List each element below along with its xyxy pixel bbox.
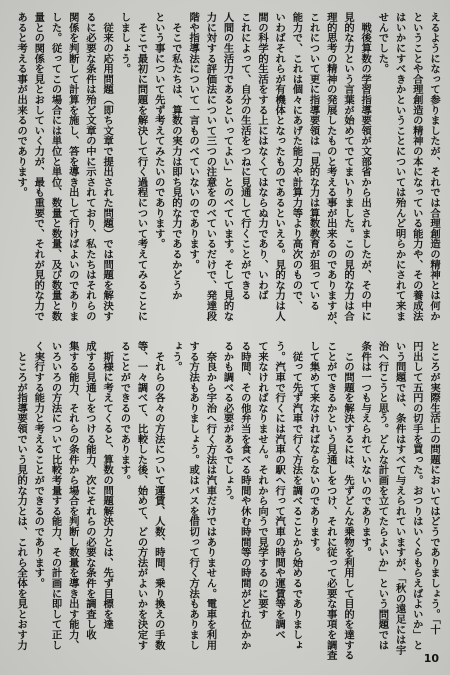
text-column: それらの各々の方法について運賃、人数、時間、乗り換えの手数 [152,341,165,650]
text-column: これについて更に指導要領は「見的な力は算数教育が狙っている [307,12,320,311]
text-column: 奈良から宇治へ行く方法は汽車だけではありません。電車を利用 [204,341,217,650]
text-column: そこで私たちは、算数の実力は即ち見的な力であるかどうか [169,12,182,301]
text-column: 理的思考の精神の発展したものと考える事が出来るのでありますが、 [324,12,337,332]
text-column: 治へ行こうと思う。どんな計画を立てたらよいか」という問題では [376,341,389,650]
text-column: ことができるかという見通しをつけ、それに従って必要な事項を調査 [324,341,337,661]
text-column: ところが指導要領でいう見的な力とは、これら全体を見とおす力 [15,341,28,650]
text-column: 関係を判断して計算を施し、答を導き出して行けばよいのでありま [66,12,79,321]
text-column: 斯様に考えてくると、算数の問題解決力とは、先ず目標を達 [101,341,114,630]
text-column: 間の科学的生活をする上にはなくてはならぬ力であり、いわば [255,12,268,301]
text-column: 成する見通しをつける能力、次にそれらの必要な条件を調査し收 [83,341,96,640]
text-column: して集めて来なければならないのであります。 [307,341,320,558]
text-column: 従って先ず汽車で行く方法を調べることから始めるでありましょ [290,341,303,650]
text-column: この問題を解決するには、先ずどんな乗物を利用して目的を達する [341,341,354,661]
text-column: 集する能力、それらの条件から場合を判断し数量を導き出す能力、 [66,341,79,650]
text-column: 円出して五円の切手を買った。おつりはいくらもらえばよいか」と [410,341,423,650]
text-column: これによって、自分の生活をつねに見通して行くことができる [238,12,251,301]
text-column: 階や指導法について一言ものべていないのであります。 [187,12,200,270]
text-column: 能力で、これは個々にあげた能力や計算力等より高次のもので、 [290,12,303,311]
text-column: ょう。 [169,341,182,372]
text-column: そこで最初に問題を解決して行く過程について考えてみることに [135,12,148,321]
text-column: う。汽車で行くには汽車の駅へ行って汽車の時間や運賃等を調べ [273,341,286,640]
text-column: せんでした。 [376,12,389,74]
text-column: 戦後算数の学習指導要領が文部省から出されましたが、その中に [359,12,372,321]
text-column: ることができるのであります。 [118,341,131,486]
text-column: 見的な力という言葉が始めてでてまいりました。この見的な力は合 [341,12,354,321]
text-column: ところが実際生活上の問題においてはどうでありましょう。「十 [428,341,440,635]
text-column: 人間の生活力であるといってよい」とのべています。そして見的な [221,12,234,321]
text-column: する方法もありましょう。或はバスを借切って行く方法もありまし [187,341,200,650]
text-column: る時間、その他弁当を食べる時間や休む時間等の時間がどれ位かか [238,341,251,650]
text-column: 力に対する評価法について三つの注意をのべているだけで、発達段 [204,12,217,321]
text-column: えるようになって参りましたが、それでは合理創造の精神とは何か [428,12,440,321]
text-column: はいかにすべきかということについては殆んど明らかにされて来ま [393,12,406,321]
text-column: るに必要な条件は殆ど文章の中に示されており、私たちはそれらの [83,12,96,321]
upper-text-block [12,12,442,334]
text-column: あると考える事が出来るのであります。 [15,12,28,198]
lower-text-block [12,341,442,659]
text-column: いろいろの方法について比較考量する能力、その計画に即して正し [49,341,62,650]
text-column: て来なければなりません。それから向うで見学するのに要す [255,341,268,620]
text-column: しましょう。 [118,12,131,74]
text-column: いう問題では、条件はすべて与えられていますが、「秋の遠足には宇 [393,341,406,656]
text-column: く実行する能力と考えることができるのであります。 [32,341,45,589]
text-column: るかも調べる必要があるでしょう。 [221,341,234,506]
text-column: いわばそれらが有機体となったものであるといえる。見的な力は人 [273,12,286,321]
text-column: ということや合理創造の精神の本になっている能力や、その養成法 [410,12,423,321]
text-column: した。従ってこの場合には単位と単位、数量と数量、及び数量と数 [49,12,62,321]
text-column: という事について先ず考えてみたいのであります。 [152,12,165,249]
text-column: 等、一々調べて、比較した後、始めて、どの方法がよいかを決定す [135,341,148,650]
text-column: 量との関係を見とおしていく力が、最も重要で、それが見的な力で [32,12,45,321]
text-column: 従来の応用問題（即ち文章で提出された問題）では問題を解決す [101,12,114,321]
page-number: 10 [423,652,439,665]
text-column: 条件は一つも与えられていないのであります。 [359,341,372,558]
